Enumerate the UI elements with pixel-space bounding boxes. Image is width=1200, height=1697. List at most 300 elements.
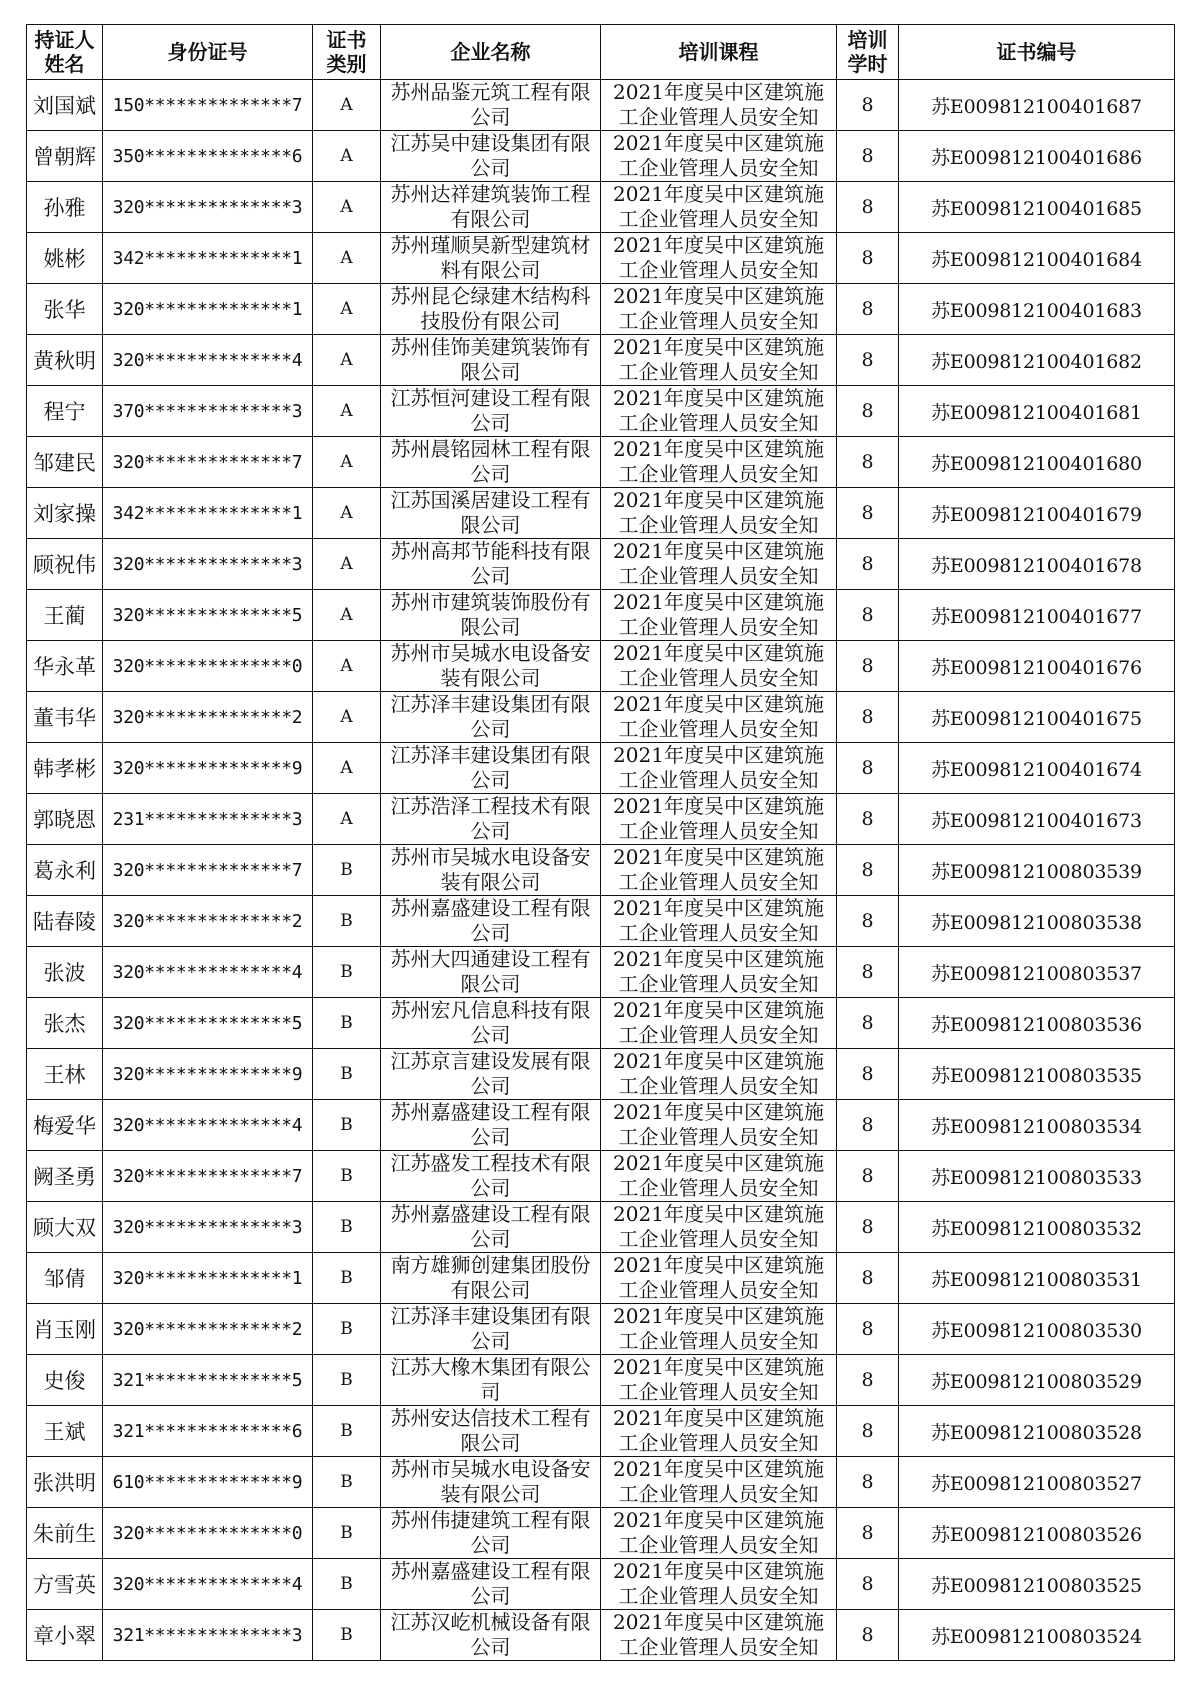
cell-company-text: 江苏泽丰建设集团有限公司: [390, 1304, 591, 1353]
cell-hours: 8: [837, 947, 899, 998]
cell-course-text: 2021年度吴中区建筑施工企业管理人员安全知: [613, 1049, 824, 1098]
cell-company-text: 江苏汉屹机械设备有限公司: [390, 1610, 591, 1659]
table-row: [27, 1304, 1175, 1355]
cell-id-number: 320**************7: [103, 845, 313, 896]
cell-company-text: 苏州达祥建筑装饰工程有限公司: [390, 182, 591, 231]
cell-course-text: 2021年度吴中区建筑施工企业管理人员安全知: [613, 947, 824, 996]
cell-company: [381, 1508, 601, 1559]
cell-company: [381, 845, 601, 896]
table-row: [27, 1202, 1175, 1253]
cell-course-text: 2021年度吴中区建筑施工企业管理人员安全知: [613, 1559, 824, 1608]
cell-course-text: 2021年度吴中区建筑施工企业管理人员安全知: [613, 998, 824, 1047]
table-row: [27, 284, 1175, 335]
cell-hours: 8: [837, 131, 899, 182]
cell-id-number: 370**************3: [103, 386, 313, 437]
cell-company-text: 苏州佳饰美建筑装饰有限公司: [390, 335, 591, 384]
cell-cert-type: B: [313, 1610, 381, 1661]
cell-name: 程宁: [27, 386, 103, 437]
cell-id-number: 350**************6: [103, 131, 313, 182]
cell-company-text: 江苏京言建设发展有限公司: [390, 1049, 591, 1098]
cell-cert-type: B: [313, 1457, 381, 1508]
cell-company-text: 苏州市吴城水电设备安装有限公司: [390, 1457, 591, 1506]
table-row: [27, 1610, 1175, 1661]
cell-course-text: 2021年度吴中区建筑施工企业管理人员安全知: [613, 1457, 824, 1506]
cell-hours: 8: [837, 794, 899, 845]
cell-name: 姚彬: [27, 233, 103, 284]
cell-name: 黄秋明: [27, 335, 103, 386]
header-cert-no: 证书编号: [899, 25, 1175, 80]
table-row: [27, 335, 1175, 386]
cell-hours: 8: [837, 1304, 899, 1355]
cell-course: [601, 233, 837, 284]
cell-cert-type: A: [313, 233, 381, 284]
cell-course-text: 2021年度吴中区建筑施工企业管理人员安全知: [613, 1508, 824, 1557]
cell-company-text: 苏州市吴城水电设备安装有限公司: [390, 641, 591, 690]
cell-id-number: 231**************3: [103, 794, 313, 845]
cell-course-text: 2021年度吴中区建筑施工企业管理人员安全知: [613, 182, 824, 231]
cell-company: [381, 1610, 601, 1661]
cell-course: [601, 1151, 837, 1202]
cell-name: 邹倩: [27, 1253, 103, 1304]
cell-company-text: 江苏浩泽工程技术有限公司: [390, 794, 591, 843]
cell-company: [381, 386, 601, 437]
cell-name: 肖玉刚: [27, 1304, 103, 1355]
cell-name: 方雪英: [27, 1559, 103, 1610]
cell-name: 张华: [27, 284, 103, 335]
cell-id-number: 320**************4: [103, 1559, 313, 1610]
cell-company-text: 苏州嘉盛建设工程有限公司: [390, 896, 591, 945]
cell-company-text: 江苏国溪居建设工程有限公司: [390, 488, 591, 537]
cell-company-text: 江苏泽丰建设集团有限公司: [390, 692, 591, 741]
cell-cert-number: 苏E009812100803538: [899, 896, 1175, 947]
cell-course-text: 2021年度吴中区建筑施工企业管理人员安全知: [613, 1151, 824, 1200]
cell-id-number: 320**************2: [103, 692, 313, 743]
cell-company: [381, 1151, 601, 1202]
cell-course-text: 2021年度吴中区建筑施工企业管理人员安全知: [613, 1355, 824, 1404]
table-row: [27, 1508, 1175, 1559]
cell-company: [381, 488, 601, 539]
cell-hours: 8: [837, 1100, 899, 1151]
cell-course-text: 2021年度吴中区建筑施工企业管理人员安全知: [613, 284, 824, 333]
cell-course: [601, 1049, 837, 1100]
table-row: [27, 641, 1175, 692]
table-row: [27, 488, 1175, 539]
cell-course: [601, 1559, 837, 1610]
cell-name: 朱前生: [27, 1508, 103, 1559]
cell-name: 张波: [27, 947, 103, 998]
cell-company: [381, 1457, 601, 1508]
cell-cert-number: 苏E009812100401679: [899, 488, 1175, 539]
cell-cert-number: 苏E009812100401678: [899, 539, 1175, 590]
cell-company-text: 苏州大四通建设工程有限公司: [390, 947, 591, 996]
cell-cert-type: A: [313, 641, 381, 692]
cell-company: [381, 437, 601, 488]
cell-course: [601, 1406, 837, 1457]
table-row: [27, 794, 1175, 845]
cell-cert-type: A: [313, 386, 381, 437]
header-hours: 培训学时: [837, 25, 899, 80]
cell-course: [601, 1202, 837, 1253]
cell-company: [381, 743, 601, 794]
cell-company-text: 江苏恒河建设工程有限公司: [390, 386, 591, 435]
header-id: 身份证号: [103, 25, 313, 80]
cell-name: 顾祝伟: [27, 539, 103, 590]
cell-cert-number: 苏E009812100401687: [899, 80, 1175, 131]
cell-name: 郭晓恩: [27, 794, 103, 845]
cell-cert-type: B: [313, 1304, 381, 1355]
cell-id-number: 320**************5: [103, 998, 313, 1049]
cell-cert-number: 苏E009812100401681: [899, 386, 1175, 437]
table-body: [27, 80, 1175, 1661]
cell-cert-type: A: [313, 539, 381, 590]
cell-company: [381, 1304, 601, 1355]
cell-name: 韩孝彬: [27, 743, 103, 794]
table-row: [27, 80, 1175, 131]
cell-cert-type: A: [313, 131, 381, 182]
cell-cert-number: 苏E009812100803539: [899, 845, 1175, 896]
cell-name: 葛永利: [27, 845, 103, 896]
cell-company: [381, 335, 601, 386]
cell-company-text: 苏州嘉盛建设工程有限公司: [390, 1559, 591, 1608]
cell-course: [601, 692, 837, 743]
cell-id-number: 320**************2: [103, 1304, 313, 1355]
cell-id-number: 320**************4: [103, 1100, 313, 1151]
cell-name: 王林: [27, 1049, 103, 1100]
cell-hours: 8: [837, 896, 899, 947]
cell-company-text: 苏州品鉴元筑工程有限公司: [390, 80, 591, 129]
cell-id-number: 320**************9: [103, 1049, 313, 1100]
cell-name: 董韦华: [27, 692, 103, 743]
cell-hours: 8: [837, 743, 899, 794]
cell-id-number: 321**************6: [103, 1406, 313, 1457]
cell-cert-type: A: [313, 692, 381, 743]
cell-course: [601, 1355, 837, 1406]
certificate-table: [26, 24, 1175, 1661]
cell-course-text: 2021年度吴中区建筑施工企业管理人员安全知: [613, 233, 824, 282]
cell-company: [381, 590, 601, 641]
table-row: [27, 1457, 1175, 1508]
cell-course-text: 2021年度吴中区建筑施工企业管理人员安全知: [613, 1100, 824, 1149]
cell-cert-number: 苏E009812100803529: [899, 1355, 1175, 1406]
cell-course-text: 2021年度吴中区建筑施工企业管理人员安全知: [613, 1253, 824, 1302]
cell-cert-type: B: [313, 1100, 381, 1151]
cell-cert-type: B: [313, 845, 381, 896]
cell-company-text: 南方雄狮创建集团股份有限公司: [390, 1253, 591, 1302]
cell-name: 陆春陵: [27, 896, 103, 947]
cell-cert-type: A: [313, 182, 381, 233]
table-row: [27, 896, 1175, 947]
cell-company-text: 苏州宏凡信息科技有限公司: [390, 998, 591, 1047]
cell-company: [381, 1202, 601, 1253]
cell-hours: 8: [837, 1202, 899, 1253]
cell-company: [381, 284, 601, 335]
cell-course: [601, 998, 837, 1049]
cell-company: [381, 947, 601, 998]
cell-name: 华永革: [27, 641, 103, 692]
cell-name: 邹建民: [27, 437, 103, 488]
table-row: [27, 539, 1175, 590]
cell-course: [601, 182, 837, 233]
cell-id-number: 320**************3: [103, 539, 313, 590]
cell-cert-number: 苏E009812100803533: [899, 1151, 1175, 1202]
cell-course: [601, 437, 837, 488]
cell-hours: 8: [837, 1406, 899, 1457]
cell-cert-type: B: [313, 1406, 381, 1457]
cell-name: 史俊: [27, 1355, 103, 1406]
cell-cert-number: 苏E009812100401685: [899, 182, 1175, 233]
cell-course: [601, 1253, 837, 1304]
table-row: [27, 131, 1175, 182]
cell-name: 张洪明: [27, 1457, 103, 1508]
cell-name: 刘国斌: [27, 80, 103, 131]
cell-course: [601, 845, 837, 896]
table-row: [27, 1253, 1175, 1304]
cell-company: [381, 1100, 601, 1151]
cell-hours: 8: [837, 80, 899, 131]
cell-hours: 8: [837, 1610, 899, 1661]
cell-id-number: 610**************9: [103, 1457, 313, 1508]
cell-hours: 8: [837, 641, 899, 692]
header-cert-type: 证书类别: [313, 25, 381, 80]
cell-hours: 8: [837, 539, 899, 590]
cell-company-text: 苏州昆仑绿建木结构科技股份有限公司: [390, 284, 591, 333]
cell-course: [601, 590, 837, 641]
cell-course: [601, 539, 837, 590]
cell-company: [381, 1559, 601, 1610]
cell-cert-type: A: [313, 590, 381, 641]
cell-company: [381, 131, 601, 182]
cell-course-text: 2021年度吴中区建筑施工企业管理人员安全知: [613, 641, 824, 690]
cell-cert-type: B: [313, 896, 381, 947]
cell-cert-type: B: [313, 1559, 381, 1610]
cell-company: [381, 641, 601, 692]
cell-course: [601, 1304, 837, 1355]
cell-cert-type: B: [313, 1355, 381, 1406]
cell-id-number: 320**************9: [103, 743, 313, 794]
cell-name: 顾大双: [27, 1202, 103, 1253]
cell-hours: 8: [837, 386, 899, 437]
table-row: [27, 386, 1175, 437]
cell-company: [381, 1049, 601, 1100]
cell-hours: 8: [837, 284, 899, 335]
cell-name: 章小翠: [27, 1610, 103, 1661]
cell-cert-type: B: [313, 1151, 381, 1202]
table-row: [27, 743, 1175, 794]
cell-course-text: 2021年度吴中区建筑施工企业管理人员安全知: [613, 437, 824, 486]
cell-id-number: 320**************1: [103, 1253, 313, 1304]
table-row: [27, 1559, 1175, 1610]
cell-hours: 8: [837, 1151, 899, 1202]
cell-cert-number: 苏E009812100803526: [899, 1508, 1175, 1559]
cell-course: [601, 386, 837, 437]
cell-company-text: 江苏盛发工程技术有限公司: [390, 1151, 591, 1200]
cell-course: [601, 284, 837, 335]
cell-course: [601, 80, 837, 131]
cell-id-number: 320**************4: [103, 947, 313, 998]
cell-company: [381, 794, 601, 845]
cell-cert-type: A: [313, 437, 381, 488]
cell-company-text: 苏州伟捷建筑工程有限公司: [390, 1508, 591, 1557]
cell-course-text: 2021年度吴中区建筑施工企业管理人员安全知: [613, 1304, 824, 1353]
cell-cert-number: 苏E009812100401674: [899, 743, 1175, 794]
cell-id-number: 320**************3: [103, 182, 313, 233]
cell-cert-number: 苏E009812100401677: [899, 590, 1175, 641]
cell-id-number: 342**************1: [103, 488, 313, 539]
cell-id-number: 320**************2: [103, 896, 313, 947]
cell-hours: 8: [837, 692, 899, 743]
cell-name: 张杰: [27, 998, 103, 1049]
cell-company: [381, 233, 601, 284]
cell-name: 阙圣勇: [27, 1151, 103, 1202]
cell-id-number: 320**************4: [103, 335, 313, 386]
cell-company-text: 苏州嘉盛建设工程有限公司: [390, 1100, 591, 1149]
cell-course-text: 2021年度吴中区建筑施工企业管理人员安全知: [613, 794, 824, 843]
cell-hours: 8: [837, 1457, 899, 1508]
cell-hours: 8: [837, 437, 899, 488]
cell-hours: 8: [837, 998, 899, 1049]
cell-hours: 8: [837, 182, 899, 233]
cell-company-text: 苏州安达信技术工程有限公司: [390, 1406, 591, 1455]
cell-hours: 8: [837, 1559, 899, 1610]
cell-id-number: 320**************5: [103, 590, 313, 641]
cell-cert-type: A: [313, 794, 381, 845]
cell-id-number: 320**************1: [103, 284, 313, 335]
cell-cert-number: 苏E009812100803527: [899, 1457, 1175, 1508]
cell-cert-type: B: [313, 1253, 381, 1304]
cell-company: [381, 692, 601, 743]
cell-course: [601, 1100, 837, 1151]
cell-course-text: 2021年度吴中区建筑施工企业管理人员安全知: [613, 1610, 824, 1659]
cell-cert-number: 苏E009812100401682: [899, 335, 1175, 386]
cell-cert-type: A: [313, 335, 381, 386]
cell-id-number: 320**************7: [103, 437, 313, 488]
table-row: [27, 1406, 1175, 1457]
cell-course-text: 2021年度吴中区建筑施工企业管理人员安全知: [613, 335, 824, 384]
cell-course: [601, 947, 837, 998]
cell-cert-number: 苏E009812100803536: [899, 998, 1175, 1049]
cell-company-text: 苏州晨铭园林工程有限公司: [390, 437, 591, 486]
cell-course-text: 2021年度吴中区建筑施工企业管理人员安全知: [613, 692, 824, 741]
cell-course-text: 2021年度吴中区建筑施工企业管理人员安全知: [613, 488, 824, 537]
cell-cert-type: B: [313, 1202, 381, 1253]
cell-course: [601, 488, 837, 539]
cell-company-text: 苏州瑾顺昊新型建筑材料有限公司: [390, 233, 591, 282]
cell-cert-number: 苏E009812100803537: [899, 947, 1175, 998]
cell-course-text: 2021年度吴中区建筑施工企业管理人员安全知: [613, 896, 824, 945]
table-row: [27, 1355, 1175, 1406]
cell-course: [601, 896, 837, 947]
table-row: [27, 947, 1175, 998]
cell-course: [601, 743, 837, 794]
cell-name: 曾朝辉: [27, 131, 103, 182]
cell-company: [381, 896, 601, 947]
cell-cert-type: A: [313, 284, 381, 335]
cell-hours: 8: [837, 845, 899, 896]
cell-cert-type: A: [313, 80, 381, 131]
cell-id-number: 321**************5: [103, 1355, 313, 1406]
cell-hours: 8: [837, 1508, 899, 1559]
cell-company: [381, 1253, 601, 1304]
cell-hours: 8: [837, 1253, 899, 1304]
table-row: [27, 845, 1175, 896]
cell-hours: 8: [837, 590, 899, 641]
cell-cert-number: 苏E009812100401680: [899, 437, 1175, 488]
cell-course: [601, 1508, 837, 1559]
cell-company: [381, 998, 601, 1049]
cell-company: [381, 539, 601, 590]
cell-cert-type: B: [313, 998, 381, 1049]
cell-company: [381, 182, 601, 233]
cell-company: [381, 1406, 601, 1457]
cell-id-number: 150**************7: [103, 80, 313, 131]
cell-id-number: 320**************3: [103, 1202, 313, 1253]
cell-company-text: 江苏泽丰建设集团有限公司: [390, 743, 591, 792]
cell-id-number: 320**************0: [103, 641, 313, 692]
cell-cert-type: B: [313, 1508, 381, 1559]
cell-company: [381, 80, 601, 131]
cell-name: 刘家操: [27, 488, 103, 539]
cell-cert-number: 苏E009812100401686: [899, 131, 1175, 182]
header-company: 企业名称: [381, 25, 601, 80]
cell-id-number: 342**************1: [103, 233, 313, 284]
cell-cert-number: 苏E009812100401676: [899, 641, 1175, 692]
table-row: [27, 233, 1175, 284]
cell-cert-number: 苏E009812100803528: [899, 1406, 1175, 1457]
header-row: [27, 25, 1175, 80]
cell-company-text: 苏州高邦节能科技有限公司: [390, 539, 591, 588]
table-row: [27, 437, 1175, 488]
cell-company-text: 江苏大橡木集团有限公司: [390, 1355, 591, 1404]
cell-course-text: 2021年度吴中区建筑施工企业管理人员安全知: [613, 590, 824, 639]
cell-course: [601, 641, 837, 692]
cell-cert-type: A: [313, 488, 381, 539]
cell-cert-number: 苏E009812100803525: [899, 1559, 1175, 1610]
cell-company-text: 苏州市建筑装饰股份有限公司: [390, 590, 591, 639]
cell-cert-number: 苏E009812100401675: [899, 692, 1175, 743]
cell-course-text: 2021年度吴中区建筑施工企业管理人员安全知: [613, 845, 824, 894]
cell-name: 王斌: [27, 1406, 103, 1457]
cell-cert-type: B: [313, 947, 381, 998]
cell-cert-number: 苏E009812100401684: [899, 233, 1175, 284]
cell-cert-number: 苏E009812100803534: [899, 1100, 1175, 1151]
cell-cert-number: 苏E009812100803524: [899, 1610, 1175, 1661]
cell-cert-type: A: [313, 743, 381, 794]
cell-course: [601, 335, 837, 386]
header-course: 培训课程: [601, 25, 837, 80]
cell-hours: 8: [837, 488, 899, 539]
table-row: [27, 692, 1175, 743]
cell-name: 孙雅: [27, 182, 103, 233]
cell-course: [601, 1610, 837, 1661]
cell-hours: 8: [837, 233, 899, 284]
cell-id-number: 320**************7: [103, 1151, 313, 1202]
cell-hours: 8: [837, 335, 899, 386]
cell-cert-type: B: [313, 1049, 381, 1100]
cell-company-text: 苏州市吴城水电设备安装有限公司: [390, 845, 591, 894]
cell-course-text: 2021年度吴中区建筑施工企业管理人员安全知: [613, 131, 824, 180]
cell-cert-number: 苏E009812100401683: [899, 284, 1175, 335]
cell-course-text: 2021年度吴中区建筑施工企业管理人员安全知: [613, 1406, 824, 1455]
table-row: [27, 1100, 1175, 1151]
table-row: [27, 998, 1175, 1049]
cell-course: [601, 131, 837, 182]
header-name: 持证人姓名: [27, 25, 103, 80]
table-row: [27, 1049, 1175, 1100]
table-row: [27, 590, 1175, 641]
cell-course-text: 2021年度吴中区建筑施工企业管理人员安全知: [613, 386, 824, 435]
cell-id-number: 320**************0: [103, 1508, 313, 1559]
cell-name: 王蔺: [27, 590, 103, 641]
